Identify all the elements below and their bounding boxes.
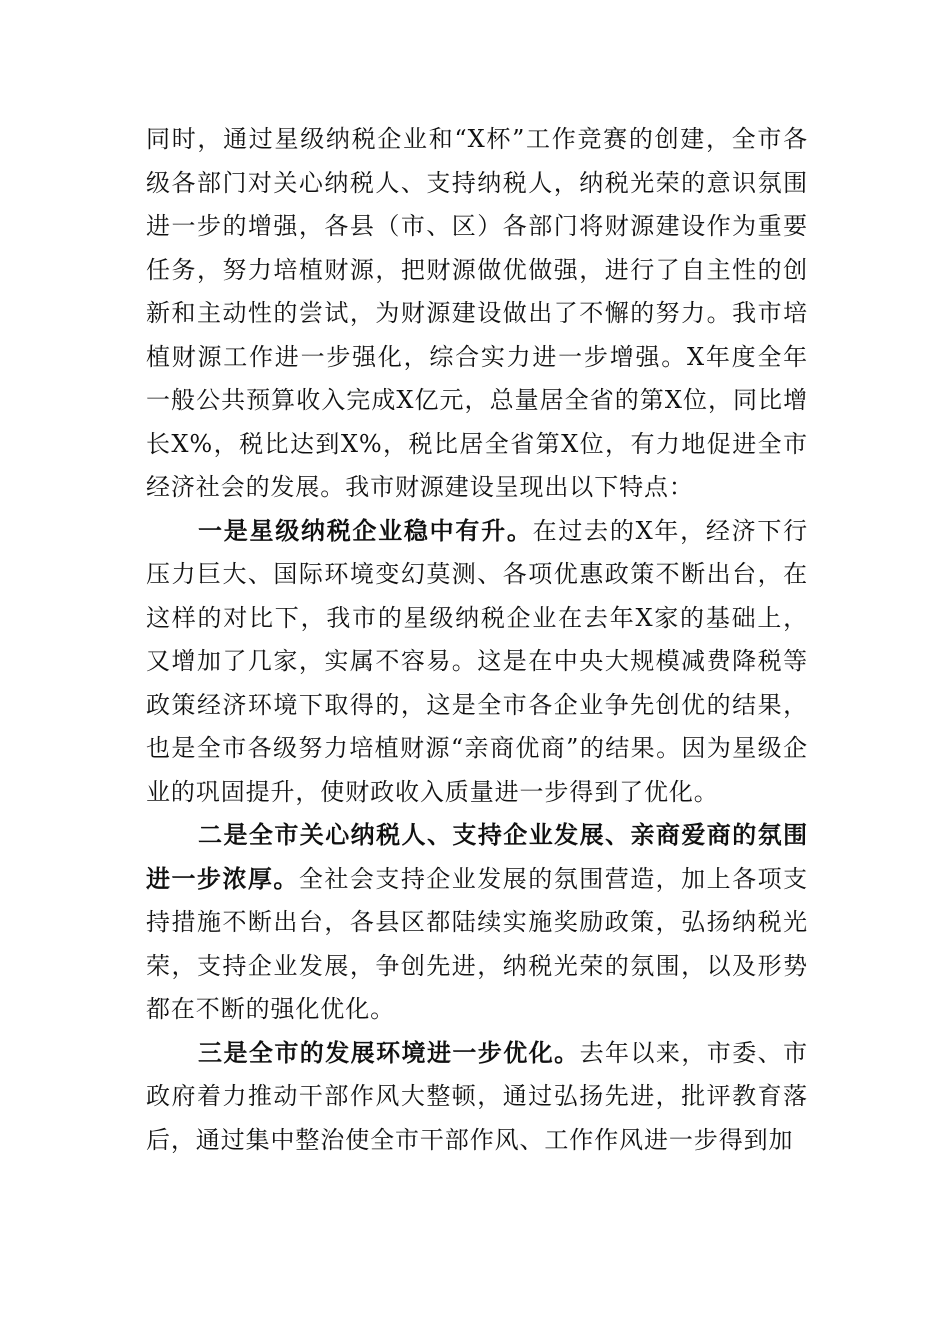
paragraph-point-2-text: 全社会支持企业发展的氛围营造，加上各项支持措施不断出台，各县区都陆续实施奖励政策，弘扬纳税光荣，支持企业发展，争创先进，纳税光荣的氛围，以及形势都在不断的强化优化。 bbox=[146, 864, 808, 1023]
paragraph-point-1 bbox=[146, 510, 808, 815]
paragraph-point-3 bbox=[146, 1032, 808, 1163]
paragraph-intro bbox=[146, 118, 808, 510]
paragraph-point-1-text: 在过去的X年，经济下行压力巨大、国际环境变幻莫测、各项优惠政策不断出台，在这样的对比下，我市的星级纳税企业在去年X家的基础上，又增加了几家，实属不容易。这是在中央大规模减费降税等政策经济环境下取得的，这是全市各企业争先创优的结果，也是全市各级努力培植财源“亲商优商”的结果。因为星级企业的巩固提升，使财政收入质量进一步得到了优化。 bbox=[146, 516, 808, 806]
document-body bbox=[146, 118, 808, 1162]
paragraph-point-3-heading: 三是全市的发展环境进一步优化。 bbox=[198, 1038, 580, 1067]
paragraph-intro-text: 同时，通过星级纳税企业和“X杯”工作竞赛的创建，全市各级各部门对关心纳税人、支持纳税人，纳税光荣的意识氛围进一步的增强，各县（市、区）各部门将财源建设作为重要任务，努力培植财源，把财源做优做强，进行了自主性的创新和主动性的尝试，为财源建设做出了不懈的努力。我市培植财源工作进一步强化，综合实力进一步增强。X年度全年一般公共预算收入完成X亿元，总量居全省的第X位，同比增长X%，税比达到X%，税比居全省第X位，有力地促进全市经济社会的发展。我市财源建设呈现出以下特点： bbox=[146, 125, 808, 501]
paragraph-point-2 bbox=[146, 814, 808, 1032]
paragraph-point-2-heading: 二是全市关心纳税人、支持企业发展、亲商爱商的氛围进一步浓厚。 bbox=[146, 821, 808, 893]
paragraph-point-3-text: 去年以来，市委、市政府着力推动干部作风大整顿，通过弘扬先进，批评教育落后，通过集中整治使全市干部作风、工作作风进一步得到加 bbox=[146, 1038, 809, 1154]
paragraph-point-1-heading: 一是星级纳税企业稳中有升。 bbox=[198, 516, 533, 545]
